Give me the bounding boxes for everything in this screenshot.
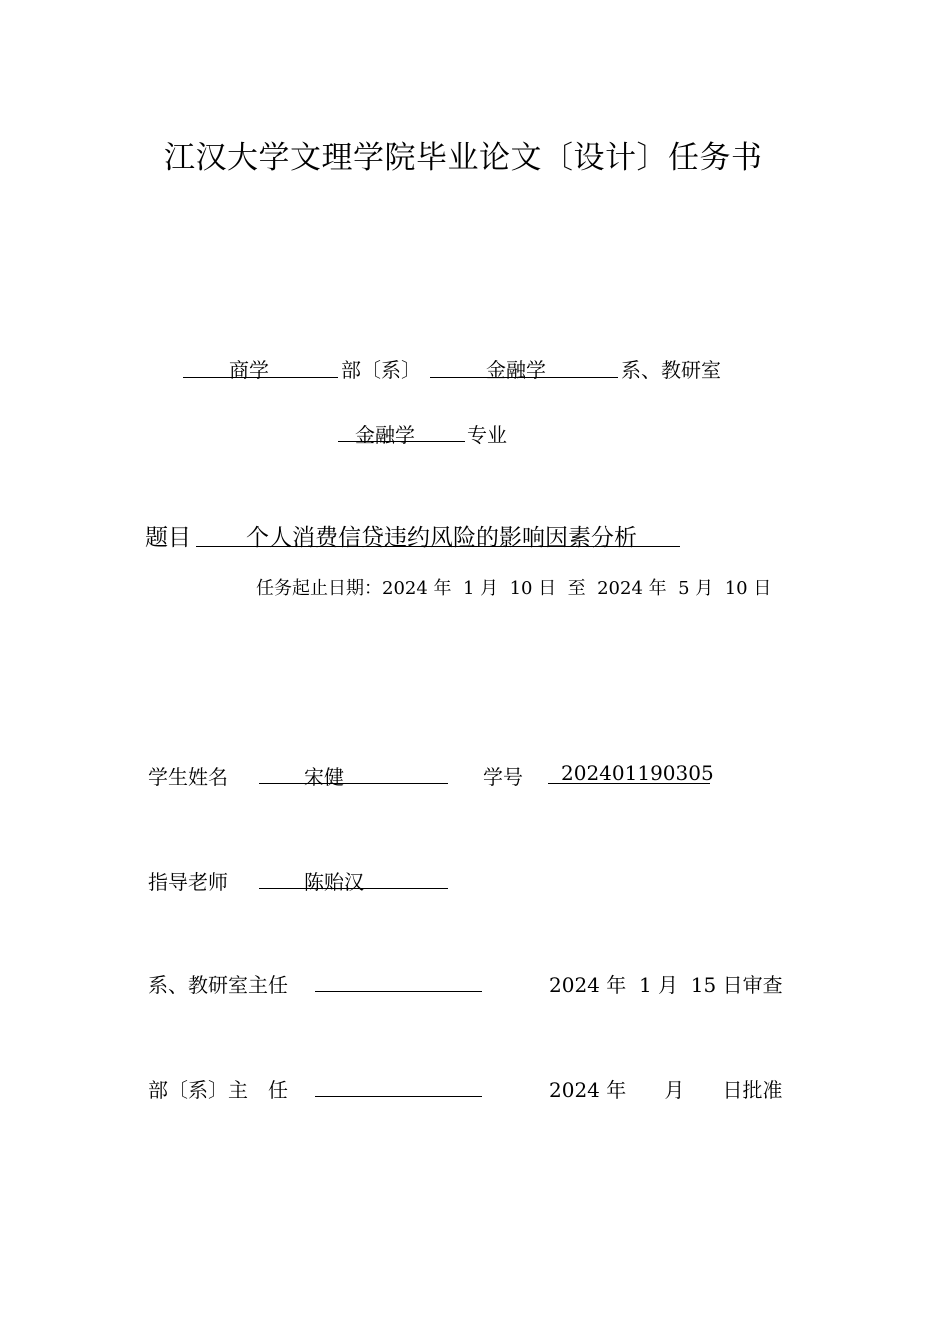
topic-value: 个人消费信贷违约风险的影响因素分析 xyxy=(246,525,637,551)
advisor-value: 陈贻汉 xyxy=(304,870,364,894)
advisor-label: 指导老师 xyxy=(148,870,228,894)
student-name-value: 宋健 xyxy=(304,765,344,789)
review-signature-underline xyxy=(315,991,482,992)
department-suffix: 部〔系〕 xyxy=(341,358,421,382)
review-date: 2024 年 1 月 15 日审查 xyxy=(549,973,783,997)
review-label: 系、教研室主任 xyxy=(148,973,288,997)
student-id-value: 202401190305 xyxy=(561,761,714,785)
page-title: 江汉大学文理学院毕业论文〔设计〕任务书 xyxy=(164,140,763,176)
student-name-label: 学生姓名 xyxy=(148,765,228,789)
student-id-label: 学号 xyxy=(483,765,523,789)
section-suffix: 系、教研室 xyxy=(621,358,721,382)
section-value: 金融学 xyxy=(486,358,546,382)
major-suffix: 专业 xyxy=(467,423,507,447)
approve-signature-underline xyxy=(315,1096,482,1097)
task-dates: 任务起止日期：2024 年 1 月 10 日 至 2024 年 5 月 10 日 xyxy=(256,578,772,599)
approve-date: 2024 年 月 日批准 xyxy=(549,1078,783,1102)
student-name-underline xyxy=(259,783,448,784)
approve-label: 部〔系〕主 任 xyxy=(148,1078,288,1102)
department-value: 商学 xyxy=(229,358,269,382)
major-value: 金融学 xyxy=(355,423,415,447)
topic-label: 题目 xyxy=(145,525,191,551)
